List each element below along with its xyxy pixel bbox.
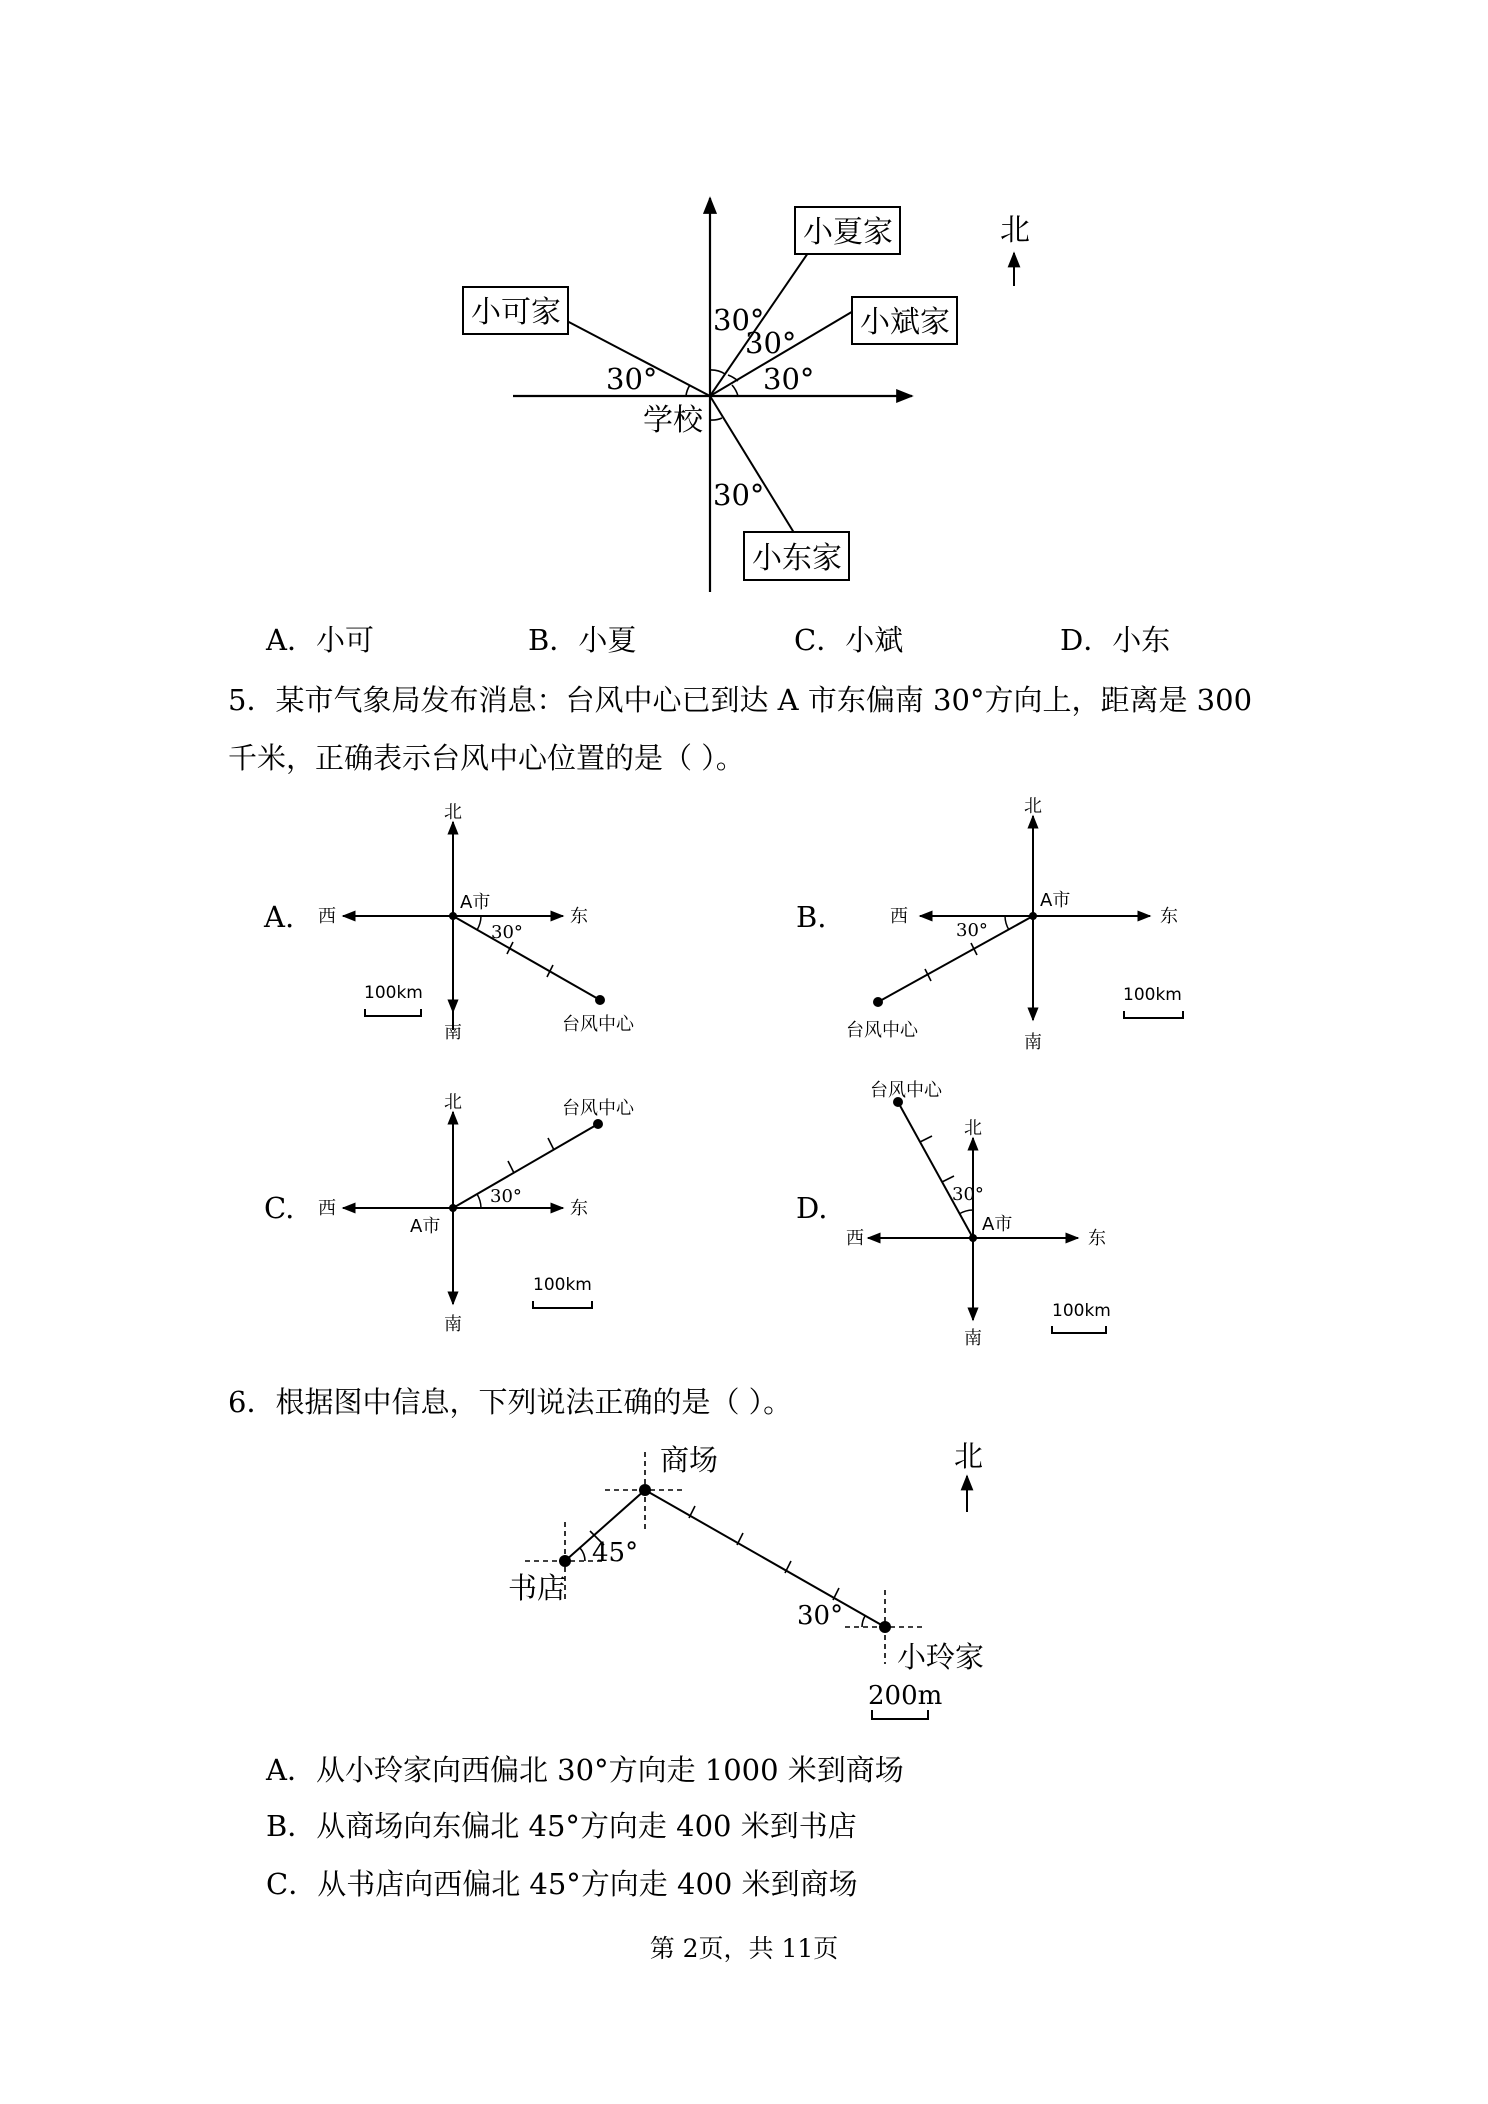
option-text: 小斌 [845,623,904,657]
angle-45-label: 45° [592,1538,639,1568]
svg-text:A市: A市 [460,892,491,913]
option-letter: B． [528,623,579,657]
option-c[interactable] [794,620,903,660]
option-a[interactable] [266,620,374,660]
ray-xiaodong [710,396,796,536]
svg-text:北: 北 [444,1092,462,1113]
q5-diagram-a [263,802,635,1043]
svg-text:台风中心: 台风中心 [846,1020,918,1041]
svg-text:台风中心: 台风中心 [870,1080,942,1101]
option-text: 小东 [1112,623,1171,657]
svg-text:30°: 30° [491,922,523,943]
q6-option-c[interactable]: C．从书店向西偏北 45°方向走 400 米到商场 [266,1867,858,1901]
svg-text:100km: 100km [1123,985,1182,1005]
angle-30-label: 30° [797,1601,844,1631]
page-footer: 第 2页，共 11页 [649,1934,839,1963]
question-6-stem: 6．根据图中信息，下列说法正确的是（ ）。 [228,1385,793,1419]
option-letter: A． [266,623,316,657]
option-d[interactable] [1060,620,1170,660]
north-label: 北 [954,1439,984,1473]
svg-text:30°: 30° [490,1186,522,1207]
svg-text:东: 东 [1088,1228,1106,1249]
option-b[interactable] [528,620,636,660]
question-5-line2: 千米，正确表示台风中心位置的是（ ）。 [228,741,745,775]
svg-text:A市: A市 [1040,890,1071,911]
option-letter: C． [794,623,846,657]
svg-text:100km: 100km [364,983,423,1003]
q5-diagram-c [264,1092,635,1335]
svg-text:西: 西 [318,906,336,927]
svg-text:D.: D. [796,1191,828,1225]
svg-text:南: 南 [1024,1032,1042,1053]
svg-text:A.: A. [264,900,295,934]
svg-text:北: 北 [964,1118,982,1139]
svg-text:100km: 100km [1052,1301,1111,1321]
svg-text:B.: B. [796,900,827,934]
svg-text:C.: C. [264,1191,295,1225]
school-label: 学校 [643,403,703,438]
svg-text:东: 东 [570,1198,588,1219]
home-label-xiaoke: 小可家 [471,295,561,330]
svg-text:台风中心: 台风中心 [562,1014,634,1035]
svg-text:东: 东 [1160,906,1178,927]
q6-option-a[interactable]: A．从小玲家向西偏北 30°方向走 1000 米到商场 [266,1753,904,1787]
svg-text:南: 南 [444,1314,462,1335]
home-label: 小玲家 [897,1640,985,1674]
svg-text:北: 北 [1024,796,1042,817]
svg-text:A市: A市 [410,1216,441,1237]
q6-route-map [0,1430,1488,1730]
q5-option-diagrams [0,790,1488,1350]
svg-text:西: 西 [890,906,908,927]
option-text: 小夏 [578,623,637,657]
svg-text:100km: 100km [533,1275,592,1295]
svg-text:台风中心: 台风中心 [562,1098,634,1119]
question-5-line1: 5．某市气象局发布消息：台风中心已到达 A 市东偏南 30°方向上，距离是 300 [228,683,1253,717]
angle-label: 30° [713,303,765,337]
angle-label: 30° [745,326,797,360]
svg-text:西: 西 [846,1228,864,1249]
q5-diagram-b [796,796,1183,1053]
mall-label: 商场 [660,1443,719,1477]
svg-text:北: 北 [444,802,462,823]
option-letter: D． [1060,623,1113,657]
home-label-xiaoxia: 小夏家 [803,215,893,250]
q5-diagram-d [796,1080,1111,1349]
home-label-xiaobin: 小斌家 [860,305,950,340]
home-label-xiaodong: 小东家 [752,541,842,576]
svg-text:30°: 30° [956,920,988,941]
svg-text:西: 西 [318,1198,336,1219]
svg-text:南: 南 [444,1022,462,1043]
angle-label: 30° [763,362,815,396]
scale-label: 200m [868,1681,943,1711]
option-text: 小可 [315,623,374,657]
north-label: 北 [1000,213,1030,248]
school-bearing-diagram [0,0,1488,620]
svg-text:A市: A市 [982,1214,1013,1235]
angle-label: 30° [713,478,765,512]
svg-text:30°: 30° [952,1184,984,1205]
svg-text:东: 东 [570,906,588,927]
q6-option-b[interactable]: B．从商场向东偏北 45°方向走 400 米到书店 [266,1809,857,1843]
angle-label: 30° [606,362,658,396]
bookstore-label: 书店 [508,1571,567,1605]
svg-text:南: 南 [964,1328,982,1349]
